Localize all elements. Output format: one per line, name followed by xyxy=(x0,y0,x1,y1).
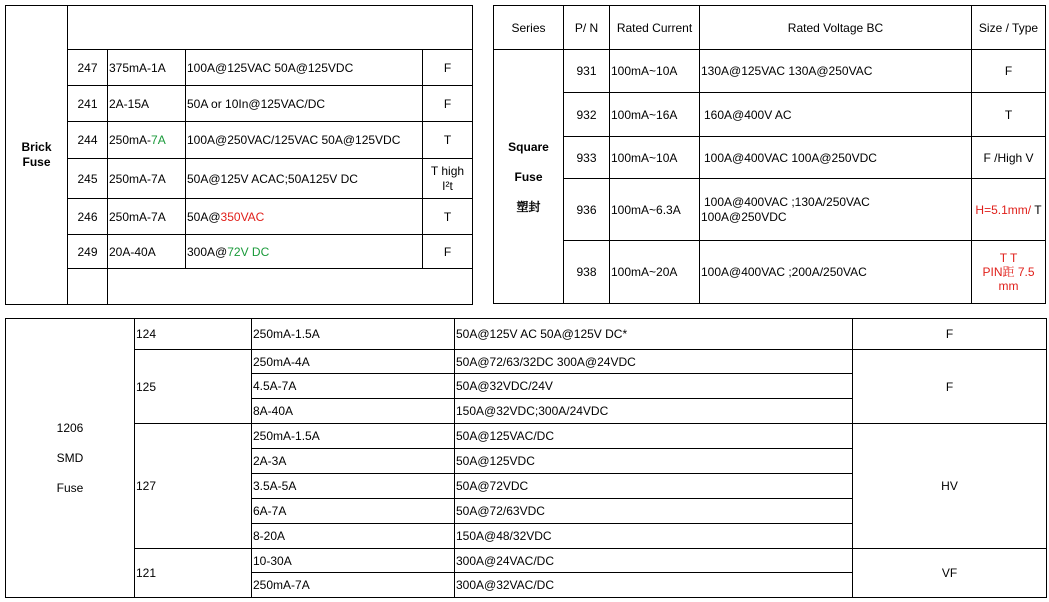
square-voltage: 160A@400V AC xyxy=(700,93,972,137)
brick-voltage xyxy=(186,235,423,269)
brick-current: 20A-40A xyxy=(108,235,186,269)
smd-voltage: 50A@72/63VDC xyxy=(455,499,853,524)
brick-pn: 245 xyxy=(68,159,108,199)
square-series-cell xyxy=(494,50,564,304)
brick-empty-pn xyxy=(68,269,108,305)
square-series-line1: Square xyxy=(508,139,549,154)
brick-current: 375mA-1A xyxy=(108,50,186,86)
brick-pn: 241 xyxy=(68,86,108,122)
brick-current: 250mA-7A xyxy=(108,159,186,199)
smd-series-cell xyxy=(6,319,135,598)
square-type-suffix: T xyxy=(1034,202,1042,217)
square-voltage-line1: 100A@400VAC ;130A/250VAC xyxy=(704,194,870,209)
square-type-highlight: H=5.1mm/ xyxy=(975,202,1032,217)
brick-type: T xyxy=(423,199,473,235)
brick-voltage-part: 300A@ xyxy=(187,244,228,259)
brick-type: F xyxy=(423,50,473,86)
smd-series-line1: 1206 xyxy=(56,421,84,435)
smd-series-line3: Fuse xyxy=(56,481,84,495)
smd-voltage: 50A@125VAC/DC xyxy=(455,424,853,449)
header-current: Rated Current xyxy=(610,6,700,50)
smd-type: VF xyxy=(853,549,1047,598)
smd-voltage: 50A@72VDC xyxy=(455,474,853,499)
smd-pn: 127 xyxy=(135,424,252,549)
smd-current: 8-20A xyxy=(252,524,455,549)
brick-pn: 244 xyxy=(68,122,108,159)
smd-current: 10-30A xyxy=(252,549,455,573)
header-series: Series xyxy=(494,6,564,50)
smd-current: 250mA-4A xyxy=(252,350,455,374)
smd-fuse-table xyxy=(5,318,1047,598)
smd-pn: 125 xyxy=(135,350,252,424)
brick-type-line2: I²t xyxy=(442,178,453,193)
square-current: 100mA~10A xyxy=(610,50,700,93)
brick-current-highlight: 7A xyxy=(151,133,166,147)
square-current: 100mA~10A xyxy=(610,137,700,179)
square-type xyxy=(972,179,1046,241)
brick-type: T xyxy=(423,122,473,159)
square-series-line2: Fuse xyxy=(514,169,543,184)
square-voltage xyxy=(700,179,972,241)
square-current: 100mA~6.3A xyxy=(610,179,700,241)
square-pn: 936 xyxy=(564,179,610,241)
square-current: 100mA~16A xyxy=(610,93,700,137)
smd-voltage: 300A@32VAC/DC xyxy=(455,573,853,598)
smd-type: HV xyxy=(853,424,1047,549)
square-type xyxy=(972,241,1046,304)
header-pn: P/ N xyxy=(564,6,610,50)
square-voltage: 130A@125VAC 130A@250VAC xyxy=(700,50,972,93)
brick-type-line1: T high xyxy=(430,163,465,178)
brick-voltage: 50A or 10In@125VAC/DC xyxy=(186,86,423,122)
brick-header-blank xyxy=(68,6,473,50)
brick-pn: 249 xyxy=(68,235,108,269)
brick-voltage-highlight: 72V DC xyxy=(227,244,270,259)
square-type: F /High V xyxy=(972,137,1046,179)
smd-current: 6A-7A xyxy=(252,499,455,524)
square-current: 100mA~20A xyxy=(610,241,700,304)
smd-voltage: 50A@32VDC/24V xyxy=(455,374,853,399)
brick-voltage: 100A@125VAC 50A@125VDC xyxy=(186,50,423,86)
smd-current: 250mA-1.5A xyxy=(252,319,455,350)
header-voltage: Rated Voltage BC xyxy=(700,6,972,50)
square-type: T xyxy=(972,93,1046,137)
smd-voltage: 50A@125VDC xyxy=(455,449,853,474)
brick-voltage xyxy=(186,199,423,235)
brick-pn: 247 xyxy=(68,50,108,86)
smd-voltage: 50A@125V AC 50A@125V DC* xyxy=(455,319,853,350)
square-voltage: 100A@400VAC 100A@250VDC xyxy=(700,137,972,179)
square-type: F xyxy=(972,50,1046,93)
brick-type: F xyxy=(423,235,473,269)
brick-empty-row xyxy=(108,269,473,305)
brick-pn: 246 xyxy=(68,199,108,235)
square-type-line2: PIN距 7.5 xyxy=(982,265,1035,279)
smd-current: 2A-3A xyxy=(252,449,455,474)
square-type-line1: T T xyxy=(999,251,1018,265)
brick-type: F xyxy=(423,86,473,122)
smd-voltage: 300A@24VAC/DC xyxy=(455,549,853,573)
brick-current: 250mA-7A xyxy=(108,199,186,235)
brick-voltage-highlight: 350VAC xyxy=(220,209,265,224)
brick-series-cell xyxy=(6,6,68,305)
brick-current-part: 250mA- xyxy=(109,133,152,147)
brick-current: 2A-15A xyxy=(108,86,186,122)
brick-voltage: 100A@250VAC/125VAC 50A@125VDC xyxy=(186,122,423,159)
smd-current: 250mA-1.5A xyxy=(252,424,455,449)
brick-type xyxy=(423,159,473,199)
brick-voltage: 50A@125V ACAC;50A125V DC xyxy=(186,159,423,199)
smd-current: 4.5A-7A xyxy=(252,374,455,399)
square-pn: 933 xyxy=(564,137,610,179)
square-pn: 938 xyxy=(564,241,610,304)
square-type-line3: mm xyxy=(998,279,1019,293)
smd-voltage: 150A@32VDC;300A/24VDC xyxy=(455,399,853,424)
brick-fuse-table xyxy=(5,5,473,305)
brick-series-line1: Brick xyxy=(21,140,52,154)
brick-current xyxy=(108,122,186,159)
smd-current: 8A-40A xyxy=(252,399,455,424)
brick-voltage-part: 50A@ xyxy=(187,209,221,224)
smd-type: F xyxy=(853,350,1047,424)
smd-pn: 121 xyxy=(135,549,252,598)
smd-type: F xyxy=(853,319,1047,350)
square-fuse-table xyxy=(493,5,1046,304)
smd-current: 250mA-7A xyxy=(252,573,455,598)
smd-voltage: 50A@72/63/32DC 300A@24VDC xyxy=(455,350,853,374)
square-pn: 931 xyxy=(564,50,610,93)
smd-pn: 124 xyxy=(135,319,252,350)
smd-current: 3.5A-5A xyxy=(252,474,455,499)
brick-series-line2: Fuse xyxy=(22,155,51,169)
square-voltage-line2: 100A@250VDC xyxy=(701,209,787,224)
smd-voltage: 150A@48/32VDC xyxy=(455,524,853,549)
square-pn: 932 xyxy=(564,93,610,137)
square-voltage: 100A@400VAC ;200A/250VAC xyxy=(700,241,972,304)
square-series-line3: 塑封 xyxy=(516,199,541,214)
header-type: Size / Type xyxy=(972,6,1046,50)
smd-series-line2: SMD xyxy=(56,451,84,465)
